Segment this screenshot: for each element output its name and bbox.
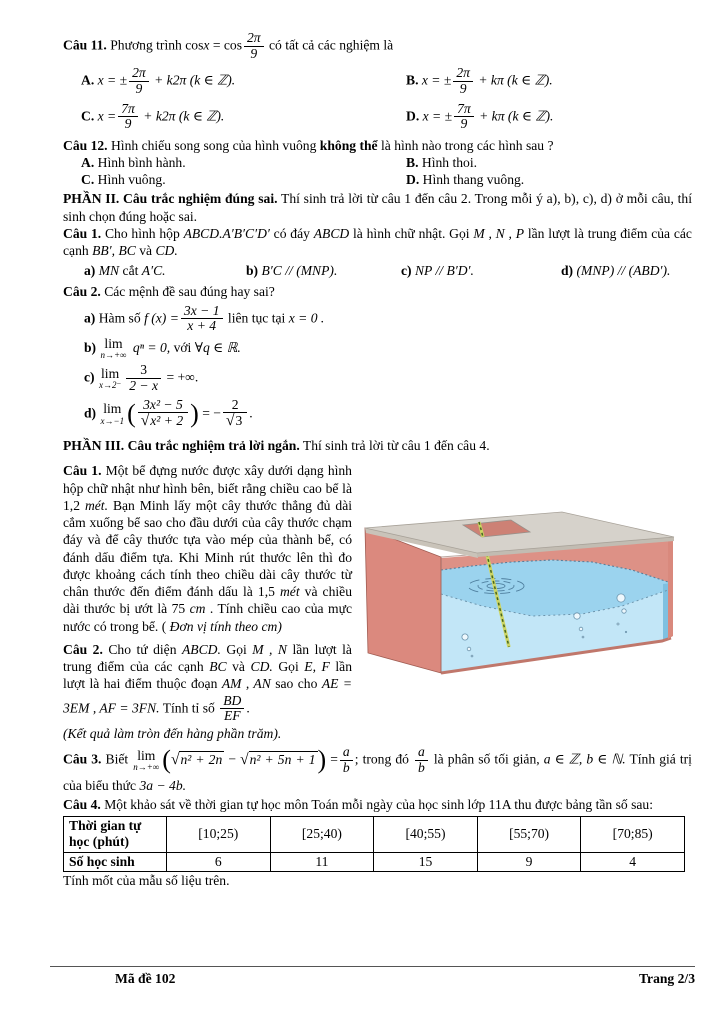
square-root — [171, 752, 224, 767]
fraction-denominator: x + 4 — [181, 318, 223, 334]
part3-question-3-label: Câu 3. — [63, 751, 102, 767]
table-row-counts — [64, 852, 685, 871]
part2-q2-item-a — [84, 303, 692, 335]
radical-sign: √ — [225, 412, 235, 430]
table-cell: [70;85) — [581, 817, 685, 853]
text-run: . Tính chiều cao của mực nước có trong bể. ( — [63, 601, 352, 634]
text-run: và — [139, 243, 153, 259]
math-run: E, F — [304, 659, 330, 675]
item-c-label: c) — [84, 369, 95, 385]
math-run: a ∈ ℤ, b ∈ ℕ. — [543, 751, 626, 767]
math-run: x = ± — [421, 72, 452, 88]
fraction-numerator: 2 — [231, 396, 239, 412]
fraction-denominator: 9 — [453, 81, 473, 97]
question-11-options-row-1 — [81, 65, 692, 97]
math-run: B′C // (MNP). — [261, 263, 338, 279]
limit-word: lim — [103, 401, 122, 417]
item-d — [561, 263, 692, 279]
math-run: + k2π (k ∈ ℤ). — [143, 107, 225, 123]
part-3-heading — [63, 437, 692, 454]
text-run: Cho hình hộp — [104, 225, 180, 241]
math-run: 3a − 4b. — [139, 777, 187, 793]
text-run: Cho tứ diện — [108, 641, 177, 657]
radicand: x² + 2 — [150, 413, 184, 429]
fraction — [118, 102, 138, 132]
part2-q2-item-c — [84, 362, 692, 394]
fraction-numerator: 3x² − 5 — [143, 396, 183, 412]
item-b — [246, 263, 401, 279]
table-cell: [55;70) — [477, 817, 581, 853]
emphasis-run: không thể — [319, 138, 378, 154]
part-3-title: PHẦN III. Câu trắc nghiệm trả lời ngắn. — [63, 438, 300, 454]
right-paren: ) — [190, 399, 199, 429]
part3-question-4 — [63, 796, 692, 813]
math-run: BB′, BC — [92, 243, 136, 259]
fraction-denominator: 9 — [118, 116, 138, 132]
math-run: M , N — [252, 641, 287, 657]
part-2-title: PHẦN II. Câu trắc nghiệm đúng sai. — [63, 191, 278, 207]
math-run: ABCD. — [182, 641, 221, 657]
table-cell: [25;40) — [270, 817, 374, 853]
table-cell: 6 — [167, 852, 271, 871]
text-run: là hình nào trong các hình sau ? — [381, 138, 554, 154]
math-run: AM , AN — [221, 676, 271, 692]
frequency-table — [63, 816, 685, 872]
part2-question-1-stem — [63, 225, 692, 260]
table-cell: [10;25) — [167, 817, 271, 853]
fraction-denominator: b — [415, 760, 428, 776]
math-run: x = ± — [97, 72, 128, 88]
limit-operator — [101, 337, 127, 361]
unit-run: cm — [189, 601, 206, 617]
part2-question-1-items — [84, 263, 692, 279]
math-run: + k2π (k ∈ ℤ). — [154, 72, 236, 88]
item-c — [401, 263, 561, 279]
text-run: Thí sinh trả lời từ câu 1 đến câu 2. Trong mỗi ý a), b), c), d) ở mỗi câu, thí sinh chọn đúng hoặc sai. — [63, 191, 692, 224]
math-run: ∀q ∈ ℝ. — [194, 339, 241, 355]
text-run: lần lượt là hai điểm thuộc đoạn — [63, 659, 352, 692]
text-run: sao cho — [275, 676, 318, 692]
radical-sign: √ — [140, 412, 150, 430]
option-a-label: A. — [81, 155, 95, 171]
page-footer — [50, 966, 695, 987]
math-run: ABCD.A′B′C′D′ — [183, 225, 270, 241]
text-run: Bạn Minh lấy một cây thước thẳng đủ dài cắm xuống bể sao cho đầu dưới của cây thước chạm đáy và để cây thước tựa vào mép của thành bể, có đánh dấu điểm tựa. Khi Minh rút thước lên thì đo được khoảng cách tính theo chiều dài cây thước từ chân thước đến điểm đánh dấu là 1,5 — [63, 497, 353, 600]
fraction-denominator — [223, 412, 247, 430]
text-run: ; trong đó — [354, 751, 409, 767]
option-b — [406, 155, 692, 171]
fraction-numerator: a — [342, 744, 350, 760]
math-run: NP // B′D′. — [414, 263, 474, 279]
text-run: có đáy — [273, 225, 310, 241]
fraction — [129, 66, 149, 96]
option-a — [81, 65, 406, 97]
text-run: Gọi — [226, 641, 247, 657]
table-cell: 4 — [581, 852, 685, 871]
text-run: Hình vuông. — [97, 172, 166, 188]
fraction-numerator: BD — [223, 692, 242, 708]
fraction-numerator: 7π — [457, 100, 471, 116]
left-paren: ( — [162, 745, 171, 775]
text-run: Thí sinh trả lời từ câu 1 đến câu 4. — [302, 438, 490, 454]
text-run: Một bể đựng nước được xây dưới dạng hình hộp chữ nhật như hình bên, biết rằng chiều cao bể là 1,2 — [63, 463, 352, 513]
table-cell: 9 — [477, 852, 581, 871]
math-run: x = — [97, 107, 117, 123]
part3-question-4-label: Câu 4. — [63, 796, 101, 812]
math-run: CD. — [250, 659, 273, 675]
table-header-time: Thời gian tự học (phút) — [64, 817, 167, 853]
option-d — [406, 172, 692, 188]
text-run: . — [246, 700, 250, 716]
table-row-intervals — [64, 817, 685, 853]
part3-question-3 — [63, 744, 692, 794]
unit-run: mét — [279, 584, 300, 600]
question-12-options-row-1 — [81, 155, 692, 171]
note-run: Đơn vị tính theo cm) — [169, 618, 282, 634]
limit-operator — [99, 367, 121, 391]
text-run: Một khảo sát về thời gian tự học môn Toán mỗi ngày của học sinh lớp 11A thu được bảng tần số sau: — [104, 796, 654, 812]
math-run: + kπ (k ∈ ℤ). — [478, 72, 553, 88]
math-run: ABCD — [313, 225, 350, 241]
item-a — [84, 263, 246, 279]
fraction — [244, 31, 264, 61]
text-run: Hình chiếu song song của hình vuông — [110, 138, 317, 154]
limit-operator — [133, 749, 159, 773]
math-run: + kπ (k ∈ ℤ). — [479, 107, 554, 123]
fraction — [454, 102, 474, 132]
square-root — [141, 413, 185, 428]
limit-operator — [101, 402, 125, 426]
fraction-numerator: a — [418, 744, 425, 760]
question-12-stem — [63, 137, 692, 154]
square-root — [226, 413, 244, 428]
text-run: . — [249, 405, 253, 421]
math-run: = +∞. — [166, 369, 199, 385]
fraction-denominator — [138, 412, 188, 430]
question-12-options-row-2 — [81, 172, 692, 188]
math-run: x = ± — [422, 107, 453, 123]
math-run: = − — [202, 405, 221, 421]
fraction-denominator: 2 − x — [126, 378, 161, 394]
fraction — [126, 363, 161, 393]
text-run: Các mệnh đề sau đúng hay sai? — [104, 284, 275, 300]
option-c-label: C. — [81, 107, 95, 123]
text-run: Hình bình hành. — [97, 155, 186, 171]
text-run: Hình thang vuông. — [422, 172, 525, 188]
option-c — [81, 101, 406, 133]
water-tank-figure — [362, 484, 692, 680]
limit-subscript: n→+∞ — [133, 762, 160, 773]
part2-question-2-stem — [63, 283, 692, 300]
part2-question-2-label: Câu 2. — [63, 284, 101, 300]
text-run: Tính tỉ số — [162, 700, 215, 716]
exam-code: Mã đề 102 — [115, 971, 176, 986]
text-run: là hình chữ nhật. Gọi — [353, 225, 470, 241]
text-run: Hình thoi. — [421, 155, 478, 171]
fraction — [220, 694, 244, 724]
text-run: Hàm số — [98, 309, 141, 325]
part2-question-1-label: Câu 1. — [63, 225, 102, 241]
fraction — [223, 398, 247, 430]
question-11-label: Câu 11. — [63, 37, 107, 53]
option-d-label: D. — [406, 107, 420, 123]
table-header-count: Số học sinh — [64, 852, 167, 871]
limit-word: lim — [137, 747, 156, 763]
text-run: Biết — [105, 751, 129, 767]
limit-subscript: x→−1 — [100, 415, 125, 426]
radical-sign: √ — [240, 750, 249, 768]
math-run: MN — [98, 263, 120, 279]
option-d-label: D. — [406, 172, 420, 188]
fraction — [340, 745, 353, 775]
text-run: Phương trình — [110, 37, 182, 53]
text-run: lần lượt là trung điểm của các cạnh — [63, 225, 692, 259]
item-c-label: c) — [401, 263, 412, 279]
text-run: có tất cả các nghiệm là — [269, 37, 394, 53]
radical-sign: √ — [170, 750, 180, 768]
part3-question-2-note: (Kết quả làm tròn đến hàng phần trăm). — [63, 726, 282, 742]
option-b — [406, 65, 692, 97]
math-run: CD. — [155, 243, 178, 259]
part3-question-1 — [63, 462, 692, 635]
part2-q2-item-b — [84, 337, 692, 361]
text-run: liên tục tại — [227, 309, 286, 325]
math-run: A′C. — [141, 263, 166, 279]
item-d-label: d) — [561, 263, 574, 279]
text-run: Gọi — [278, 659, 299, 675]
math-run: = cos — [212, 37, 242, 53]
math-run: BC — [209, 659, 227, 675]
option-a — [81, 155, 406, 171]
fraction-numerator: 2π — [456, 65, 470, 81]
fraction-denominator: EF — [220, 708, 244, 724]
math-run: f (x) = — [144, 309, 179, 325]
right-outer-edge — [668, 537, 673, 639]
math-run: cos — [185, 37, 204, 53]
limit-subscript: x→2⁻ — [98, 380, 122, 391]
option-c — [81, 172, 406, 188]
limit-word: lim — [104, 335, 123, 351]
left-paren: ( — [127, 399, 136, 429]
fraction — [415, 745, 428, 775]
radicand: n² + 5n + 1 — [249, 751, 316, 767]
fraction-denominator: 9 — [454, 116, 474, 132]
left-wall — [365, 528, 441, 673]
math-run: (MNP) // (ABD′). — [576, 263, 671, 279]
fraction — [453, 66, 473, 96]
question-11-stem — [63, 30, 692, 62]
math-run: x — [203, 37, 210, 53]
part-2-heading — [63, 190, 692, 225]
text-run: và — [232, 659, 245, 675]
page-number: Trang 2/3 — [638, 971, 695, 986]
item-b-label: b) — [246, 263, 259, 279]
radicand: 3 — [235, 413, 243, 429]
part3-question-2-label: Câu 2. — [63, 641, 103, 657]
option-b-label: B. — [406, 155, 419, 171]
math-run: AE = 3EM , AF = 3FN. — [63, 676, 353, 716]
fraction-numerator: 2π — [132, 65, 146, 81]
text-run: với — [173, 339, 192, 355]
part3-question-4-task: Tính mốt của mẫu số liệu trên. — [63, 873, 230, 889]
text-run: và chiều dài thước bị ướt là 75 — [63, 584, 352, 617]
option-c-label: C. — [81, 172, 95, 188]
item-a-label: a) — [84, 263, 96, 279]
text-run: lần lượt là trung điểm của các cạnh — [63, 641, 352, 675]
math-run: = — [330, 751, 338, 767]
text-run: là phân số tối giản, — [433, 751, 540, 767]
table-cell: 11 — [270, 852, 374, 871]
unit-run: mét. — [84, 497, 108, 513]
item-b-label: b) — [84, 339, 97, 355]
limit-word: lim — [101, 365, 120, 381]
fraction — [138, 398, 188, 430]
fraction-numerator: 3 — [140, 362, 148, 378]
item-a-label: a) — [84, 309, 96, 325]
option-b-label: B. — [406, 72, 419, 88]
option-d — [406, 101, 692, 133]
text-run: Tính giá trị của biểu thức — [63, 751, 692, 793]
math-run: qⁿ = 0, — [132, 339, 171, 355]
item-d-label: d) — [84, 405, 97, 421]
square-root — [240, 752, 317, 767]
text-run: cắt — [122, 263, 139, 279]
math-run: − — [228, 751, 236, 767]
limit-subscript: n→+∞ — [100, 350, 127, 361]
fraction-denominator: 9 — [129, 81, 149, 97]
fraction-numerator: 3x − 1 — [183, 302, 220, 318]
math-run: x = 0 . — [288, 309, 325, 325]
option-a-label: A. — [81, 72, 95, 88]
radicand: n² + 2n — [180, 751, 223, 767]
table-cell: [40;55) — [374, 817, 478, 853]
fraction — [181, 304, 223, 334]
math-run: M , N , P — [473, 225, 525, 241]
right-paren: ) — [317, 745, 327, 775]
fraction-numerator: 7π — [121, 100, 135, 116]
part2-q2-item-d — [84, 397, 692, 431]
fraction-denominator: b — [340, 760, 353, 776]
part3-question-1-label: Câu 1. — [63, 463, 102, 479]
question-11-options-row-2 — [81, 101, 692, 133]
fraction-numerator: 2π — [247, 30, 261, 45]
question-12-label: Câu 12. — [63, 138, 108, 154]
fraction-denominator: 9 — [244, 46, 264, 62]
table-cell: 15 — [374, 852, 478, 871]
